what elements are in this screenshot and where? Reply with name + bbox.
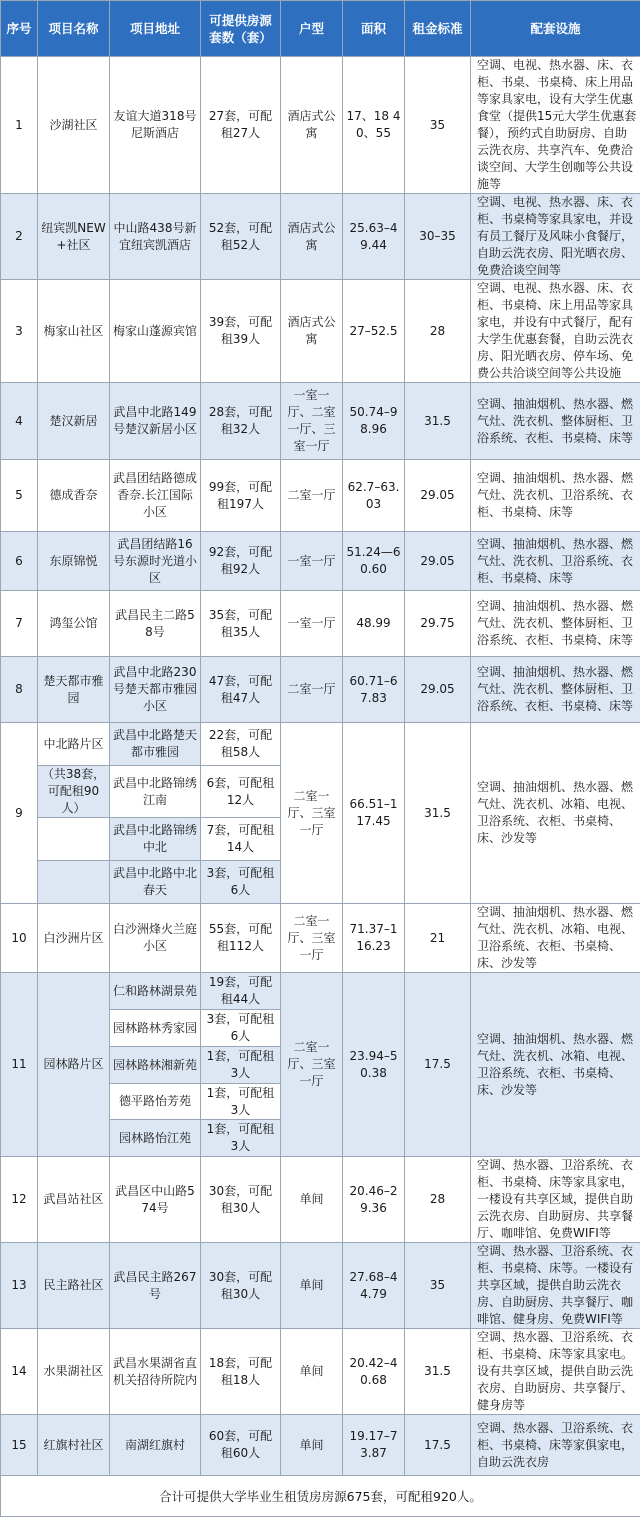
cell-name: 中北路片区 bbox=[38, 723, 110, 766]
header-area: 面积 bbox=[343, 1, 405, 57]
cell-address: 德平路怡芳苑 bbox=[110, 1084, 201, 1120]
cell-rent: 29.75 bbox=[405, 591, 471, 657]
table-row bbox=[1, 280, 640, 383]
cell-type: 二室一厅、三室一厅 bbox=[281, 723, 343, 904]
cell-units: 22套，可配租58人 bbox=[201, 723, 281, 766]
table-footer-row bbox=[1, 1476, 640, 1517]
cell-units: 3套，可配租6人 bbox=[201, 1010, 281, 1047]
cell-type: 一室一厅 bbox=[281, 532, 343, 591]
table-row bbox=[1, 973, 640, 1010]
cell-name-empty bbox=[38, 861, 110, 904]
cell-area: 20.46–29.36 bbox=[343, 1157, 405, 1243]
cell-name: 武昌站社区 bbox=[38, 1157, 110, 1243]
cell-address: 武昌团结路德成香奈.长江国际小区 bbox=[110, 460, 201, 532]
header-address: 项目地址 bbox=[110, 1, 201, 57]
table-header-row bbox=[1, 1, 640, 57]
cell-type: 单间 bbox=[281, 1157, 343, 1243]
cell-address: 园林路林湘新苑 bbox=[110, 1047, 201, 1084]
cell-facilities: 空调、热水器、卫浴系统、衣柜、书桌椅、床等家俱家电，自助云洗衣房 bbox=[471, 1415, 640, 1476]
cell-no: 4 bbox=[1, 383, 38, 460]
cell-address: 武昌中北路中北春天 bbox=[110, 861, 201, 904]
cell-name: 红旗村社区 bbox=[38, 1415, 110, 1476]
table-row bbox=[1, 657, 640, 723]
cell-address: 武昌区中山路574号 bbox=[110, 1157, 201, 1243]
header-units: 可提供房源套数（套） bbox=[201, 1, 281, 57]
cell-address: 武昌民主路267号 bbox=[110, 1243, 201, 1329]
table-row bbox=[1, 723, 640, 766]
cell-units: 1套，可配租3人 bbox=[201, 1084, 281, 1120]
cell-address: 武昌中北路锦绣中北 bbox=[110, 818, 201, 861]
cell-rent: 29.05 bbox=[405, 532, 471, 591]
table-row bbox=[1, 383, 640, 460]
cell-type: 二室一厅、三室一厅 bbox=[281, 904, 343, 973]
cell-address: 园林路林秀家园 bbox=[110, 1010, 201, 1047]
cell-area: 48.99 bbox=[343, 591, 405, 657]
cell-no: 10 bbox=[1, 904, 38, 973]
table-row bbox=[1, 1157, 640, 1243]
cell-no: 2 bbox=[1, 194, 38, 280]
header-facilities: 配套设施 bbox=[471, 1, 640, 57]
cell-type: 二室一厅 bbox=[281, 657, 343, 723]
cell-facilities: 空调、抽油烟机、热水器、燃气灶、洗衣机、卫浴系统、衣柜、书桌椅、床等 bbox=[471, 532, 640, 591]
cell-no: 14 bbox=[1, 1329, 38, 1415]
cell-rent: 35 bbox=[405, 1243, 471, 1329]
cell-address: 园林路怡江苑 bbox=[110, 1120, 201, 1157]
cell-address: 武昌团结路16号东源时光道小区 bbox=[110, 532, 201, 591]
cell-units: 3套，可配租6人 bbox=[201, 861, 281, 904]
cell-rent: 17.5 bbox=[405, 973, 471, 1157]
cell-area: 62.7–63.03 bbox=[343, 460, 405, 532]
cell-name: 东原锦悦 bbox=[38, 532, 110, 591]
cell-units: 18套，可配租18人 bbox=[201, 1329, 281, 1415]
cell-type: 酒店式公寓 bbox=[281, 280, 343, 383]
total-summary: 合计可提供大学毕业生租赁房房源675套，可配租920人。 bbox=[1, 1476, 640, 1517]
cell-address: 仁和路林湖景苑 bbox=[110, 973, 201, 1010]
cell-rent: 29.05 bbox=[405, 657, 471, 723]
cell-name: 民主路社区 bbox=[38, 1243, 110, 1329]
cell-units: 92套，可配租92人 bbox=[201, 532, 281, 591]
cell-units: 35套，可配租35人 bbox=[201, 591, 281, 657]
cell-type: 一室一厅、二室一厅、三室一厅 bbox=[281, 383, 343, 460]
cell-facilities: 空调、抽油烟机、热水器、燃气灶、洗衣机、冰箱、电视、卫浴系统、衣柜、书桌椅、床、沙发等 bbox=[471, 904, 640, 973]
cell-name: 梅家山社区 bbox=[38, 280, 110, 383]
cell-units: 55套，可配租112人 bbox=[201, 904, 281, 973]
cell-rent: 21 bbox=[405, 904, 471, 973]
cell-name: 园林路片区 bbox=[38, 973, 110, 1157]
cell-type: 一室一厅 bbox=[281, 591, 343, 657]
cell-type: 单间 bbox=[281, 1329, 343, 1415]
cell-no: 3 bbox=[1, 280, 38, 383]
cell-rent: 31.5 bbox=[405, 1329, 471, 1415]
cell-rent: 29.05 bbox=[405, 460, 471, 532]
cell-address: 武昌民主二路58号 bbox=[110, 591, 201, 657]
cell-area: 66.51–117.45 bbox=[343, 723, 405, 904]
table-row bbox=[1, 57, 640, 194]
cell-address: 武昌中北路230号楚天都市雅园小区 bbox=[110, 657, 201, 723]
header-type: 户型 bbox=[281, 1, 343, 57]
cell-type: 二室一厅、三室一厅 bbox=[281, 973, 343, 1157]
cell-rent: 35 bbox=[405, 57, 471, 194]
cell-rent: 17.5 bbox=[405, 1415, 471, 1476]
cell-units: 39套，可配租39人 bbox=[201, 280, 281, 383]
table-row bbox=[1, 591, 640, 657]
cell-facilities: 空调、抽油烟机、热水器、燃气灶、洗衣机、卫浴系统、衣柜、书桌椅、床等 bbox=[471, 460, 640, 532]
cell-units: 30套，可配租30人 bbox=[201, 1243, 281, 1329]
cell-facilities: 空调、抽油烟机、热水器、燃气灶、洗衣机、冰箱、电视、卫浴系统、衣柜、书桌椅、床、沙发等 bbox=[471, 973, 640, 1157]
cell-rent: 30–35 bbox=[405, 194, 471, 280]
cell-no: 15 bbox=[1, 1415, 38, 1476]
cell-area: 27–52.5 bbox=[343, 280, 405, 383]
cell-no: 8 bbox=[1, 657, 38, 723]
cell-area: 27.68–44.79 bbox=[343, 1243, 405, 1329]
cell-area: 25.63–49.44 bbox=[343, 194, 405, 280]
cell-address: 武昌水果湖省直机关招待所院内 bbox=[110, 1329, 201, 1415]
cell-name: 德成香奈 bbox=[38, 460, 110, 532]
cell-units: 60套，可配租60人 bbox=[201, 1415, 281, 1476]
header-no: 序号 bbox=[1, 1, 38, 57]
cell-area: 23.94–50.38 bbox=[343, 973, 405, 1157]
table-row bbox=[1, 1329, 640, 1415]
cell-name: 楚天都市雅园 bbox=[38, 657, 110, 723]
cell-rent: 28 bbox=[405, 280, 471, 383]
cell-no: 11 bbox=[1, 973, 38, 1157]
table-row bbox=[1, 194, 640, 280]
cell-address: 武昌中北路149号楚汉新居小区 bbox=[110, 383, 201, 460]
cell-facilities: 空调、热水器、卫浴系统、衣柜、书桌椅、床等家具家电，一楼设有共享区域，提供自助云洗衣房、自助厨房、共享餐厅、咖啡馆、免费WIFI等 bbox=[471, 1157, 640, 1243]
cell-facilities: 空调、热水器、卫浴系统、衣柜、书桌椅、床等。一楼设有共享区域，提供自助云洗衣房、自助厨房、共享餐厅、咖啡馆、健身房、免费WIFI等 bbox=[471, 1243, 640, 1329]
cell-units: 47套，可配租47人 bbox=[201, 657, 281, 723]
cell-address: 友谊大道318号尼斯酒店 bbox=[110, 57, 201, 194]
cell-name: 水果湖社区 bbox=[38, 1329, 110, 1415]
cell-units: 52套，可配租52人 bbox=[201, 194, 281, 280]
cell-address: 白沙洲烽火兰庭小区 bbox=[110, 904, 201, 973]
cell-units: 28套，可配租32人 bbox=[201, 383, 281, 460]
cell-rent: 28 bbox=[405, 1157, 471, 1243]
table-row bbox=[1, 532, 640, 591]
cell-type: 酒店式公寓 bbox=[281, 194, 343, 280]
cell-name: 白沙洲片区 bbox=[38, 904, 110, 973]
cell-rent: 31.5 bbox=[405, 723, 471, 904]
cell-address: 中山路438号新宜纽宾凯酒店 bbox=[110, 194, 201, 280]
cell-no: 6 bbox=[1, 532, 38, 591]
cell-type: 酒店式公寓 bbox=[281, 57, 343, 194]
cell-units: 1套，可配租3人 bbox=[201, 1047, 281, 1084]
cell-facilities: 空调、抽油烟机、热水器、燃气灶、洗衣机、整体厨柜、卫浴系统、衣柜、书桌椅、床等 bbox=[471, 383, 640, 460]
cell-name-sub: （共38套，可配租90人） bbox=[38, 766, 110, 818]
cell-name: 鸿玺公馆 bbox=[38, 591, 110, 657]
cell-type: 单间 bbox=[281, 1243, 343, 1329]
table-row bbox=[1, 1415, 640, 1476]
cell-name: 楚汉新居 bbox=[38, 383, 110, 460]
cell-facilities: 空调、抽油烟机、热水器、燃气灶、洗衣机、整体厨柜、卫浴系统、衣柜、书桌椅、床等 bbox=[471, 591, 640, 657]
cell-facilities: 空调、热水器、卫浴系统、衣柜、书桌椅、床等家具家电。设有共享区域，提供自助云洗衣房、自助厨房、共享餐厅、健身房等 bbox=[471, 1329, 640, 1415]
header-rent: 租金标准 bbox=[405, 1, 471, 57]
cell-area: 60.71–67.83 bbox=[343, 657, 405, 723]
table-row bbox=[1, 1243, 640, 1329]
table-row bbox=[1, 460, 640, 532]
cell-type: 单间 bbox=[281, 1415, 343, 1476]
cell-units: 27套，可配租27人 bbox=[201, 57, 281, 194]
cell-no: 1 bbox=[1, 57, 38, 194]
cell-name-empty bbox=[38, 818, 110, 861]
cell-facilities: 空调、电视、热水器、床、衣柜、书桌椅等家具家电，并设有员工餐厅及风味小食餐厅，自助云洗衣房、阳光晒衣房、免费洽谈空间等 bbox=[471, 194, 640, 280]
cell-no: 9 bbox=[1, 723, 38, 904]
cell-address: 梅家山蓬源宾馆 bbox=[110, 280, 201, 383]
cell-address: 武昌中北路锦绣江南 bbox=[110, 766, 201, 818]
cell-units: 19套，可配租44人 bbox=[201, 973, 281, 1010]
cell-units: 6套，可配租12人 bbox=[201, 766, 281, 818]
cell-name: 沙湖社区 bbox=[38, 57, 110, 194]
cell-area: 17、18 40、55 bbox=[343, 57, 405, 194]
cell-area: 19.17–73.87 bbox=[343, 1415, 405, 1476]
cell-facilities: 空调、电视、热水器、床、衣柜、书桌、书桌椅、床上用品等家具家电，设有大学生优惠食堂（提供15元大学生优惠套餐），预约式自助厨房、自助云洗衣房、共享汽车、免费洽谈空间、大学生创咖等公共设施等 bbox=[471, 57, 640, 194]
cell-rent: 31.5 bbox=[405, 383, 471, 460]
cell-no: 12 bbox=[1, 1157, 38, 1243]
cell-facilities: 空调、抽油烟机、热水器、燃气灶、洗衣机、冰箱、电视、卫浴系统、衣柜、书桌椅、床、沙发等 bbox=[471, 723, 640, 904]
header-name: 项目名称 bbox=[38, 1, 110, 57]
cell-units: 30套，可配租30人 bbox=[201, 1157, 281, 1243]
cell-facilities: 空调、电视、热水器、床、衣柜、书桌椅、床上用品等家具家电，并设有中式餐厅，配有大学生优惠套餐，自助云洗衣房、阳光晒衣房、停车场、免费公共洽谈空间等公共设施 bbox=[471, 280, 640, 383]
cell-address: 武昌中北路楚天都市雅园 bbox=[110, 723, 201, 766]
cell-area: 20.42–40.68 bbox=[343, 1329, 405, 1415]
cell-no: 7 bbox=[1, 591, 38, 657]
cell-no: 13 bbox=[1, 1243, 38, 1329]
cell-units: 1套，可配租3人 bbox=[201, 1120, 281, 1157]
cell-address: 南湖红旗村 bbox=[110, 1415, 201, 1476]
table-row bbox=[1, 904, 640, 973]
cell-name: 纽宾凯NEW+社区 bbox=[38, 194, 110, 280]
cell-area: 51.24—60.60 bbox=[343, 532, 405, 591]
cell-units: 99套，可配租197人 bbox=[201, 460, 281, 532]
cell-type: 二室一厅 bbox=[281, 460, 343, 532]
cell-no: 5 bbox=[1, 460, 38, 532]
cell-area: 71.37–116.23 bbox=[343, 904, 405, 973]
cell-facilities: 空调、抽油烟机、热水器、燃气灶、洗衣机、整体厨柜、卫浴系统、衣柜、书桌椅、床等 bbox=[471, 657, 640, 723]
cell-area: 50.74–98.96 bbox=[343, 383, 405, 460]
cell-units: 7套，可配租14人 bbox=[201, 818, 281, 861]
